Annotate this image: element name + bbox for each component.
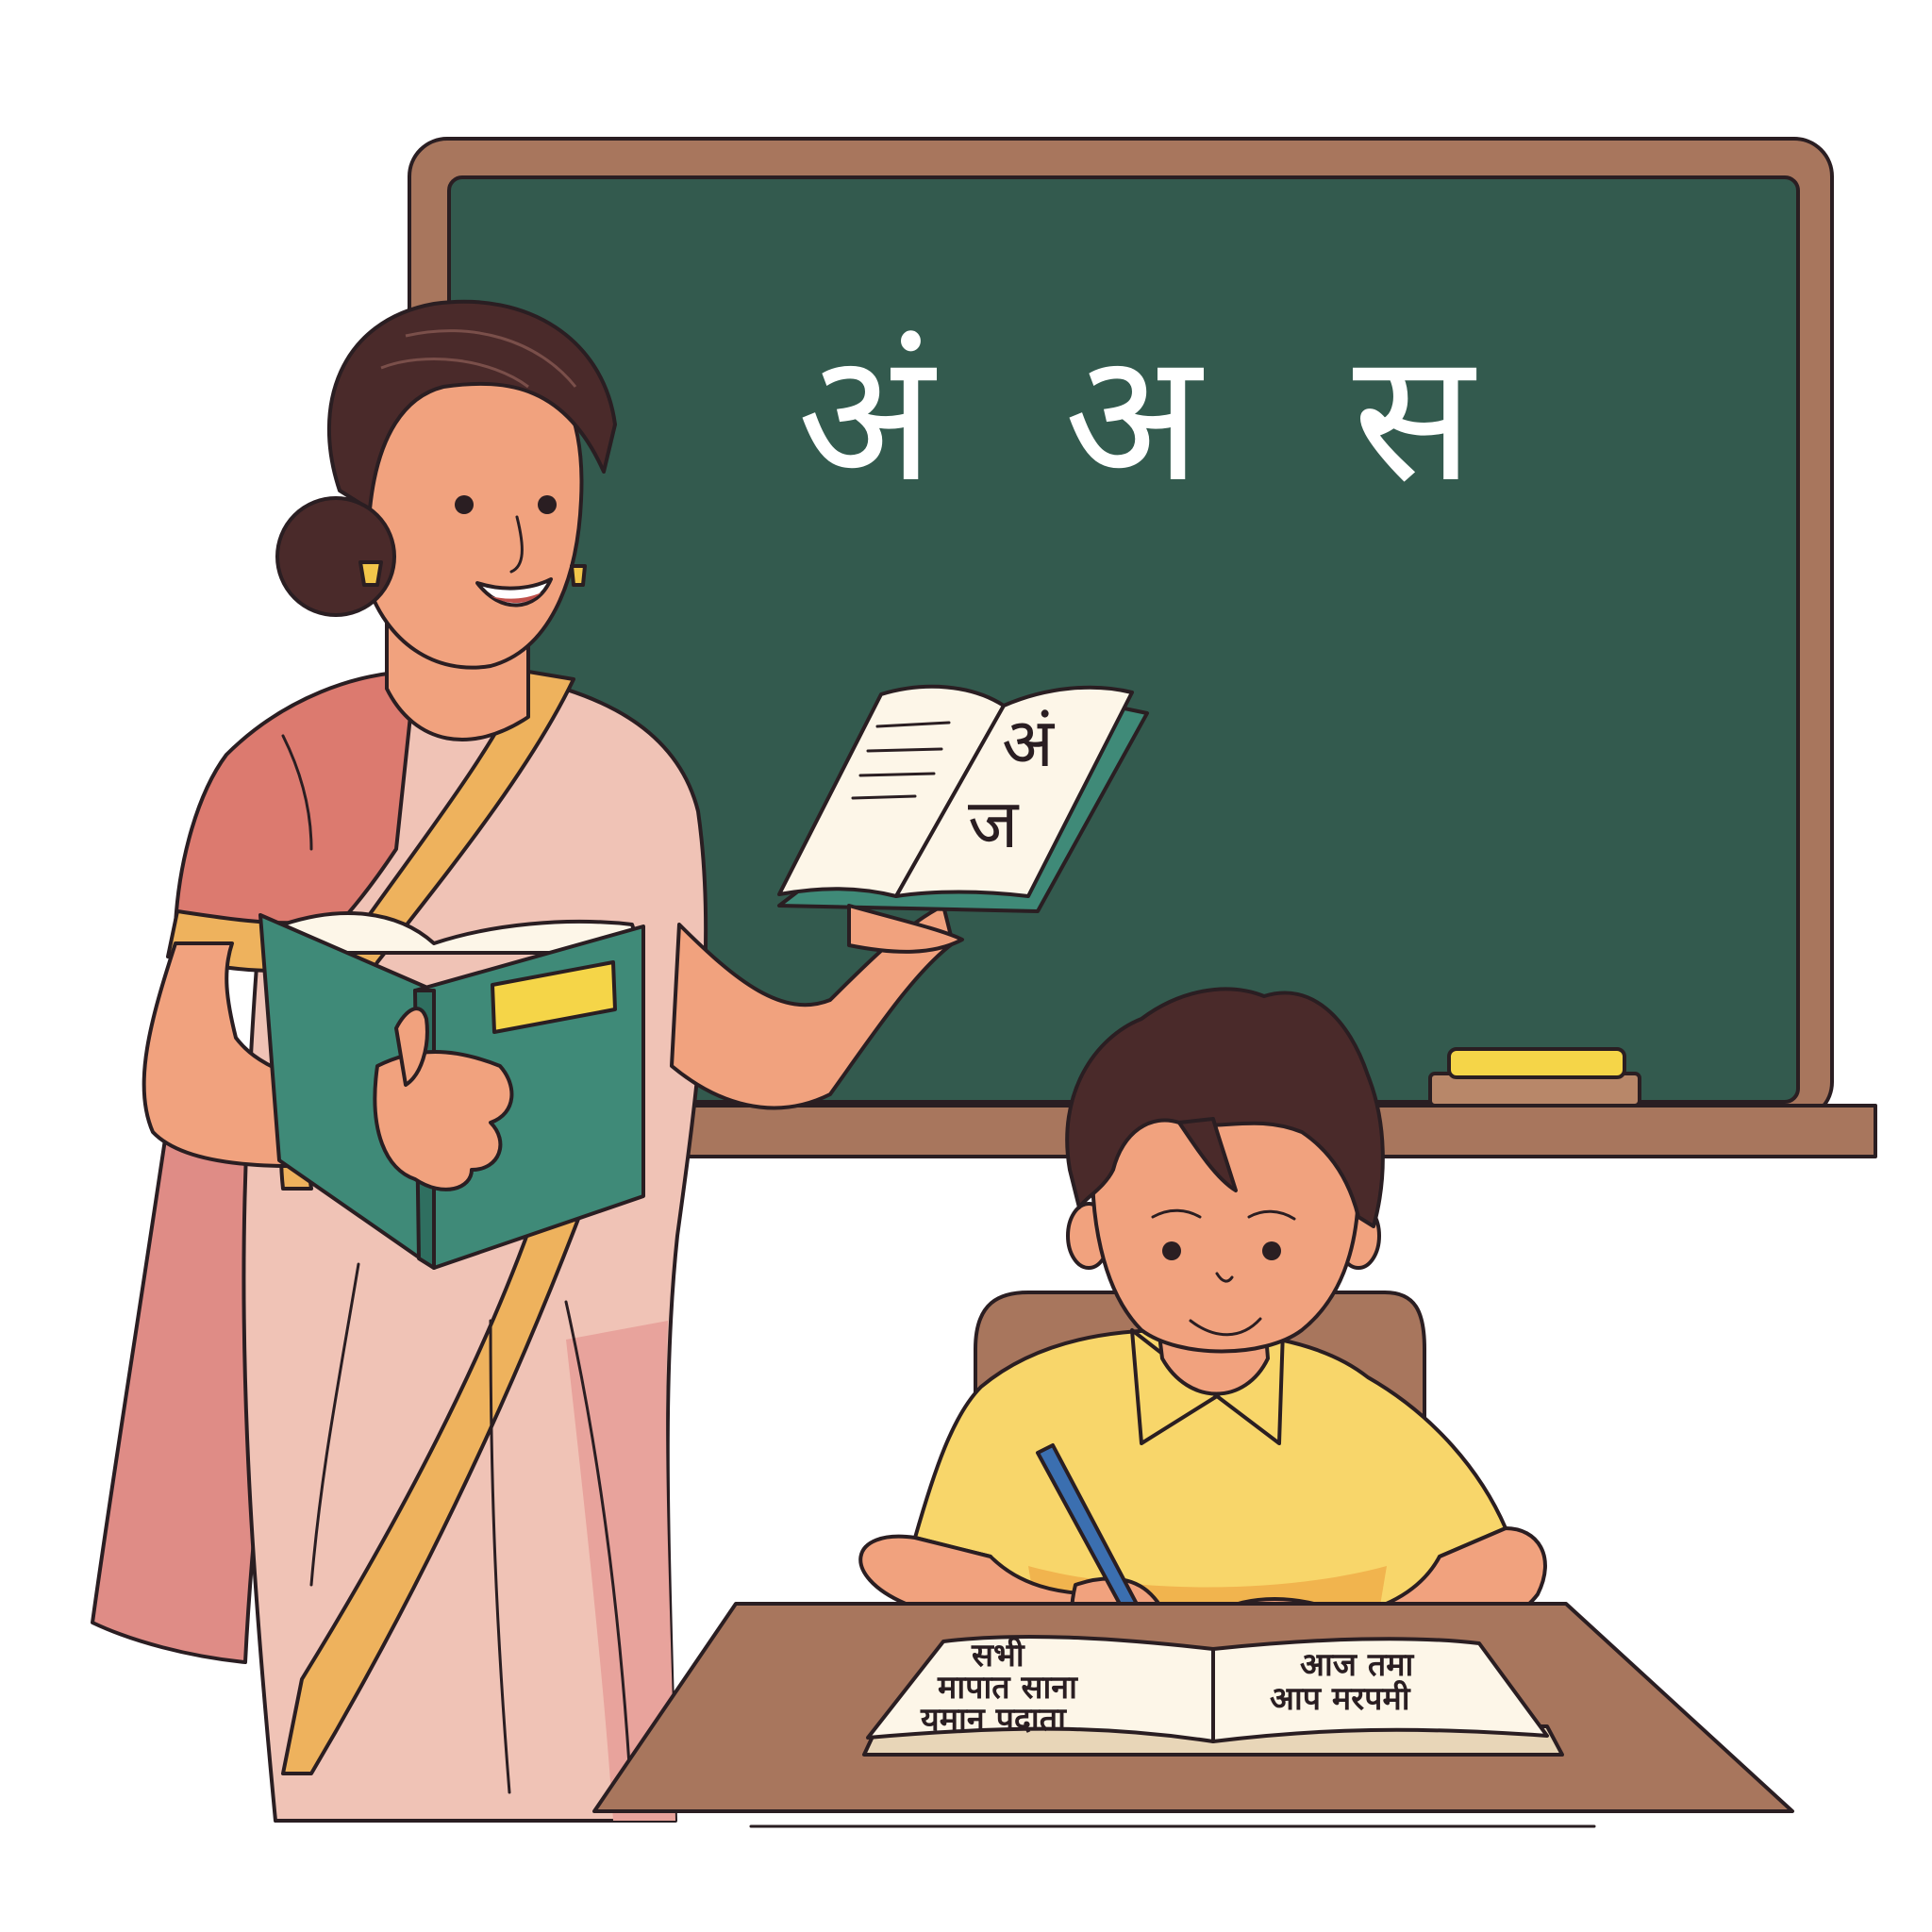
teacher-hair-bun <box>277 498 394 615</box>
notebook-left-line-3: यमान पदाता <box>921 1701 1066 1739</box>
board-letter-1: अं <box>797 313 935 522</box>
notebook-left-line-1: सभी <box>972 1637 1024 1674</box>
open-book-letter-top: अं <box>1002 703 1055 782</box>
open-book-line-3 <box>860 774 934 775</box>
notebook-left-line-2: मापात साना <box>938 1669 1077 1707</box>
open-book-letter-bottom: ज <box>968 784 1019 863</box>
teacher-earring-right <box>572 566 585 585</box>
teacher-earring-left <box>360 562 381 585</box>
chalk-eraser-top <box>1449 1049 1624 1077</box>
student-eye-right <box>1262 1241 1281 1260</box>
student-eye-left <box>1162 1241 1181 1260</box>
board-letter-3: स <box>1353 313 1474 522</box>
student-notebook <box>864 1636 1562 1755</box>
teacher-eye-left <box>455 495 474 514</box>
open-book-line-4 <box>853 796 915 798</box>
teacher-eye-right <box>538 495 557 514</box>
open-book-line-2 <box>868 749 941 751</box>
board-letter-2: अ <box>1064 313 1202 522</box>
notebook-right-line-1: आज तमा <box>1300 1646 1414 1684</box>
notebook-right-line-2: आप मरपमी <box>1270 1680 1410 1718</box>
